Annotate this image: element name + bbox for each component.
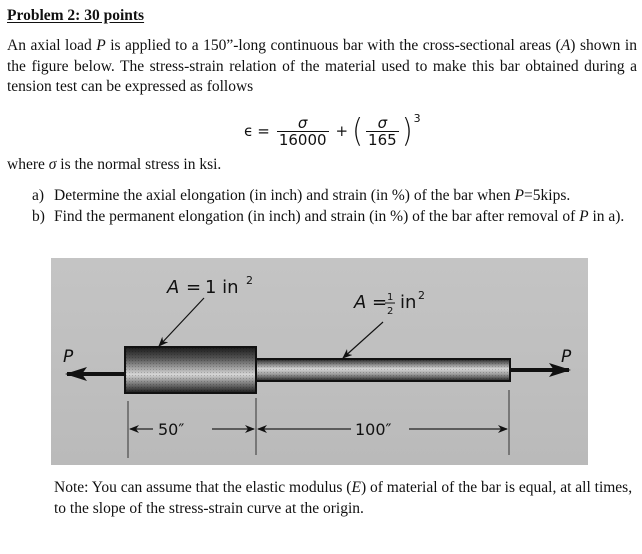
question-marker: b) [32, 207, 45, 225]
modulus-symbol: E [351, 479, 361, 496]
segment1-area-label [166, 274, 253, 298]
note [54, 477, 634, 519]
question-marker: a) [32, 187, 45, 204]
where-text: where [7, 156, 49, 173]
note-text: ) of material of the bar is equal, at all times, to the slope of the stress-strain curve at the origin. [54, 479, 633, 517]
segment1-length-label: 50″ [158, 420, 185, 439]
stress-symbol: σ [48, 156, 57, 173]
linear-term-denominator: 16000 [278, 130, 327, 149]
cubic-exponent: 3 [413, 112, 421, 125]
area-symbol: A [354, 292, 367, 313]
question-b [32, 207, 636, 228]
intro-text: ) shown in the figure below. The stress-strain relation of the material used to make this bar obtained during a tension test can be expressed as follows [7, 37, 637, 95]
question-text-part: in a). [588, 207, 625, 225]
bar-figure [51, 258, 588, 465]
bar-diagram [51, 258, 588, 465]
thin-bar-segment [251, 359, 510, 381]
area-exponent: 2 [246, 274, 253, 287]
strain-symbol: ϵ [244, 122, 254, 140]
cubic-term-numerator: σ [377, 113, 388, 132]
area-symbol: A [560, 37, 571, 54]
question-a [32, 186, 636, 207]
fraction-numerator: 1 [387, 292, 394, 303]
cubic-term-denominator: 165 [368, 130, 397, 149]
segment2-leader-arrow [343, 322, 383, 358]
question-list [32, 186, 636, 227]
thick-bar-segment [125, 347, 256, 393]
note-text: Note: You can assume that the elastic modulus ( [54, 479, 352, 496]
plus-sign: + [335, 122, 349, 140]
segment2-length-label: 100″ [355, 420, 392, 439]
problem-title: Problem 2: 30 points [7, 7, 145, 24]
question-text-part: =5kips. [524, 187, 571, 204]
open-paren: ( [352, 111, 364, 150]
fraction-denominator: 2 [387, 306, 394, 317]
equals-sign: = [186, 277, 202, 298]
question-text-part: Find the permanent elongation (in inch) and strain (in %) of the bar after removal of [54, 207, 580, 225]
intro-text: is applied to a 150”-long continuous bar with the cross-sectional areas ( [105, 37, 561, 54]
question-text-part: Determine the axial elongation (in inch) and strain (in %) of the bar when [54, 187, 515, 204]
stress-definition [7, 156, 221, 174]
question-text [54, 207, 636, 228]
left-load-label: P [63, 347, 74, 367]
problem-intro [7, 36, 637, 98]
cubic-term [366, 115, 399, 148]
where-text: is the normal stress in ksi. [56, 156, 222, 173]
segment1-leader-arrow [159, 298, 204, 346]
load-symbol: P [514, 187, 525, 204]
right-load-label: P [561, 347, 572, 367]
area-value: in [400, 292, 417, 313]
stress-strain-equation [244, 110, 421, 152]
segment2-area-label [353, 289, 425, 317]
area-symbol: A [167, 277, 180, 298]
load-symbol: P [579, 207, 589, 225]
equals-sign: = [372, 292, 388, 313]
linear-term-numerator: σ [297, 113, 308, 132]
area-exponent: 2 [418, 289, 425, 302]
area-value: 1 in [205, 277, 239, 298]
close-paren: ) [401, 111, 413, 150]
question-text [54, 186, 636, 207]
intro-text: An axial load [7, 37, 97, 54]
linear-term [277, 115, 329, 148]
load-symbol: P [96, 37, 106, 54]
equals-sign: = [257, 122, 270, 140]
